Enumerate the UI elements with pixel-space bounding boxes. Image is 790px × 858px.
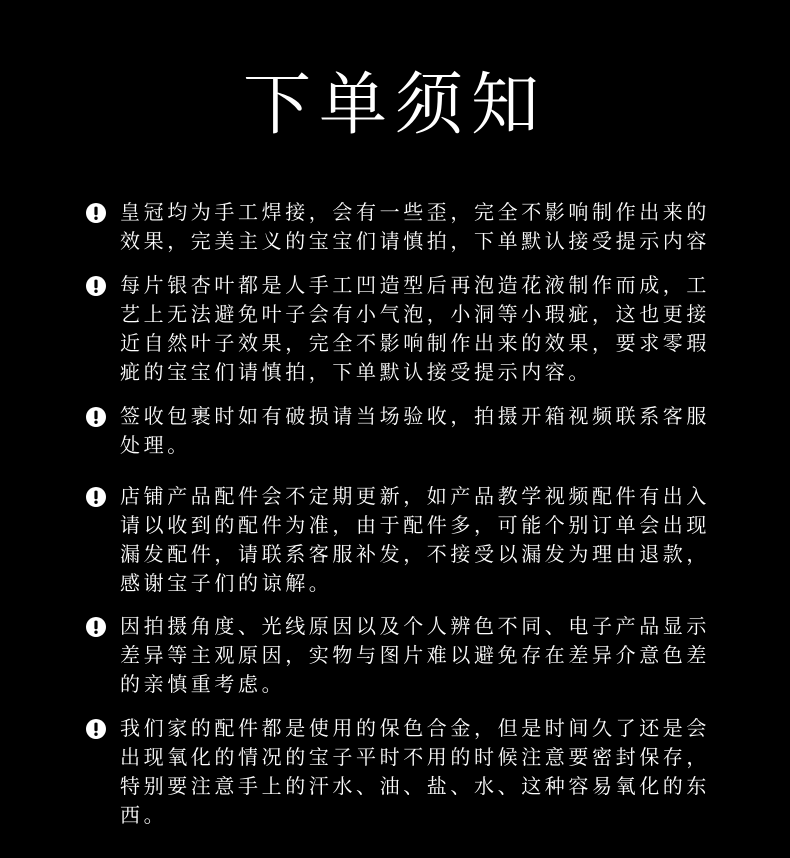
exclamation-circle-icon bbox=[86, 719, 106, 739]
notice-text: 因拍摄角度、光线原因以及个人辨色不同、电子产品显示差异等主观原因，实物与图片难以避免存在差异介意色差的亲慎重考虑。 bbox=[120, 614, 710, 696]
notice-text: 我们家的配件都是使用的保色合金，但是时间久了还是会出现氧化的情况的宝子平时不用的时候注意要密封保存，特别要注意手上的汗水、油、盐、水、这种容易氧化的东西。 bbox=[120, 716, 710, 827]
notice-text: 皇冠均为手工焊接，会有一些歪，完全不影响制作出来的效果，完美主义的宝宝们请慎拍，下单默认接受提示内容 bbox=[120, 200, 710, 253]
exclamation-circle-icon bbox=[86, 617, 106, 637]
notice-text: 签收包裹时如有破损请当场验收，拍摄开箱视频联系客服处理。 bbox=[120, 404, 710, 457]
exclamation-circle-icon bbox=[86, 487, 106, 507]
exclamation-circle-icon bbox=[86, 276, 106, 296]
notice-text: 每片银杏叶都是人手工凹造型后再泡造花液制作而成，工艺上无法避免叶子会有小气泡，小洞等小瑕疵，这也更接近自然叶子效果，完全不影响制作出来的效果，要求零瑕疵的宝宝们请慎拍，下单默认接受提示内容。 bbox=[120, 273, 710, 384]
page-title: 下单须知 bbox=[242, 66, 547, 145]
exclamation-circle-icon bbox=[86, 203, 106, 223]
notice-text: 店铺产品配件会不定期更新，如产品教学视频配件有出入请以收到的配件为准，由于配件多，可能个别订单会出现漏发配件，请联系客服补发，不接受以漏发为理由退款，感谢宝子们的谅解。 bbox=[120, 484, 710, 595]
exclamation-circle-icon bbox=[86, 407, 106, 427]
